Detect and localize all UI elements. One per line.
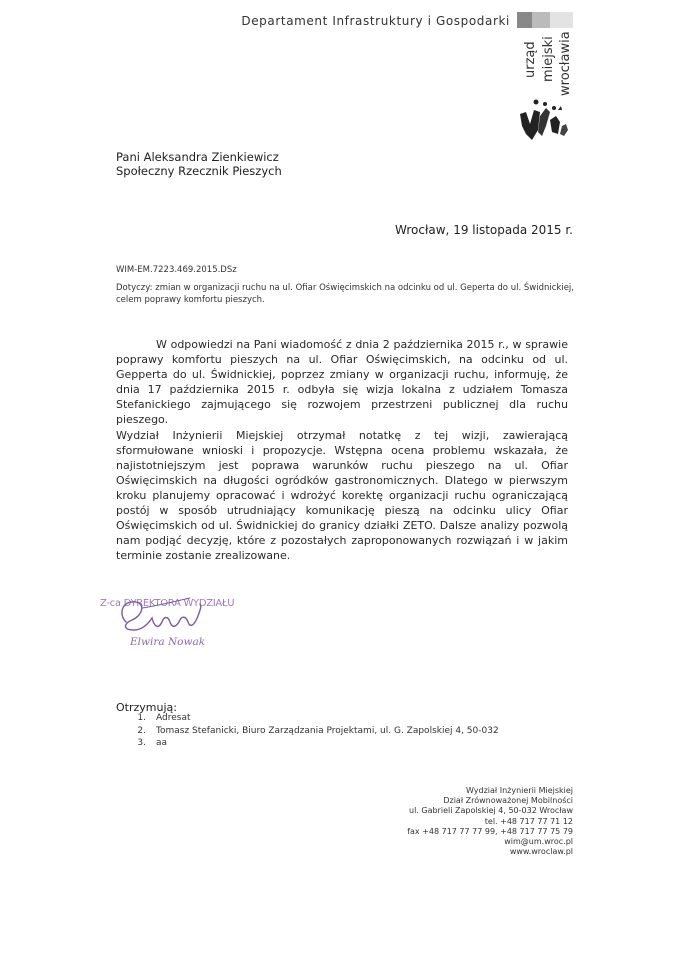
wroclaw-logo-icon	[512, 96, 582, 148]
signatory-name: Elwira Nowak	[130, 636, 206, 648]
brand-line-2: miejski	[541, 36, 556, 82]
footer-line: Wydział Inżynierii Miejskiej	[465, 786, 573, 795]
list-item-text: Adresat	[156, 713, 191, 723]
department-name: Departament Infrastruktury i Gospodarki	[241, 14, 510, 28]
footer-line: tel. +48 717 77 71 12	[484, 816, 573, 826]
brand-line-3: wrocławia	[558, 31, 573, 96]
logo-block-light	[550, 12, 573, 28]
reference-number: WIM-EM.7223.469.2015.DSz	[116, 265, 237, 275]
recipients-title: Otrzymują:	[116, 701, 177, 714]
signature-stamp: Z-ca DYREKTORA WYDZIAŁU	[100, 598, 235, 609]
brand-line-1: urząd	[523, 41, 538, 78]
body-paragraph-2: Wydział Inżynierii Miejskiej otrzymał notatkę z tej wizji, zawierającą sformułowane wnioski i propozycje. Wstępna ocena problemu wskazała, że najistotniejszym jest poprawa warunków ruchu pieszego na ul. Ofiar Oświęcimskich na długości ogródków gastronomicznych. Dlatego w pierwszym kroku planujemy opracować i wdrożyć korektę organizacji ruchu ograniczającą postój w sposób utrudniający komunikację pieszą na odcinku ulicy Ofiar Oświęcimskich od ul. Świdnickiej do granicy działki ZETO. Dalsze analizy pozwolą nam podjąć decyzję, które z pozostałych zaproponowanych rozwiązań i w jakim terminie zostanie zrealizowane.	[116, 428, 568, 563]
recipient-name: Pani Aleksandra Zienkiewicz	[116, 150, 279, 164]
recipient-block	[116, 150, 282, 178]
list-item-text: Tomasz Stefanicki, Biuro Zarządzania Projektami, ul. G. Zapolskiej 4, 50-032	[156, 725, 499, 736]
footer-line: www.wroclaw.pl	[509, 847, 573, 857]
logo-block-mid	[532, 12, 550, 28]
list-item	[116, 712, 499, 725]
list-item-number: 2.	[137, 725, 146, 736]
footer-contact	[300, 786, 573, 857]
body-paragraph-1: W odpowiedzi na Pani wiadomość z dnia 2 października 2015 r., w sprawie poprawy komfortu pieszych na ul. Ofiar Oświęcimskich, na odcinku od ul. Gepperta do ul. Świdnickiej, poprzez zmiany w organizacji ruchu, informuję, że dnia 17 października 2015 r. odbyła się wizja lokalna z udziałem Tomasza Stefanickiego zajmującego się rozwojem przestrzeni publicznej dla ruchu pieszego.	[116, 338, 568, 427]
logo-block-dark	[517, 12, 532, 28]
list-item-number: 1.	[137, 713, 146, 723]
list-item	[116, 737, 499, 750]
footer-line: Dział Zrównoważonej Mobilności	[443, 796, 573, 806]
letter-body	[116, 337, 568, 563]
letter-date: Wrocław, 19 listopada 2015 r.	[395, 223, 573, 237]
list-item-number: 3.	[137, 738, 146, 748]
handwritten-signature-icon	[112, 592, 212, 640]
list-item-text: aa	[156, 738, 168, 748]
subject-line: Dotyczy: zmian w organizacji ruchu na ul. Ofiar Oświęcimskich na odcinku od ul. Geperta do ul. Świdnickiej, celem poprawy komfortu pieszych.	[116, 283, 574, 305]
footer-line: wim@um.wroc.pl	[504, 837, 573, 847]
recipient-title: Społeczny Rzecznik Pieszych	[116, 164, 282, 178]
footer-line: ul. Gabrieli Zapolskiej 4, 50-032 Wrocław	[409, 806, 573, 816]
list-item	[116, 725, 499, 738]
recipients-list	[116, 712, 499, 750]
footer-line: fax +48 717 77 77 99, +48 717 77 75 79	[407, 826, 573, 836]
